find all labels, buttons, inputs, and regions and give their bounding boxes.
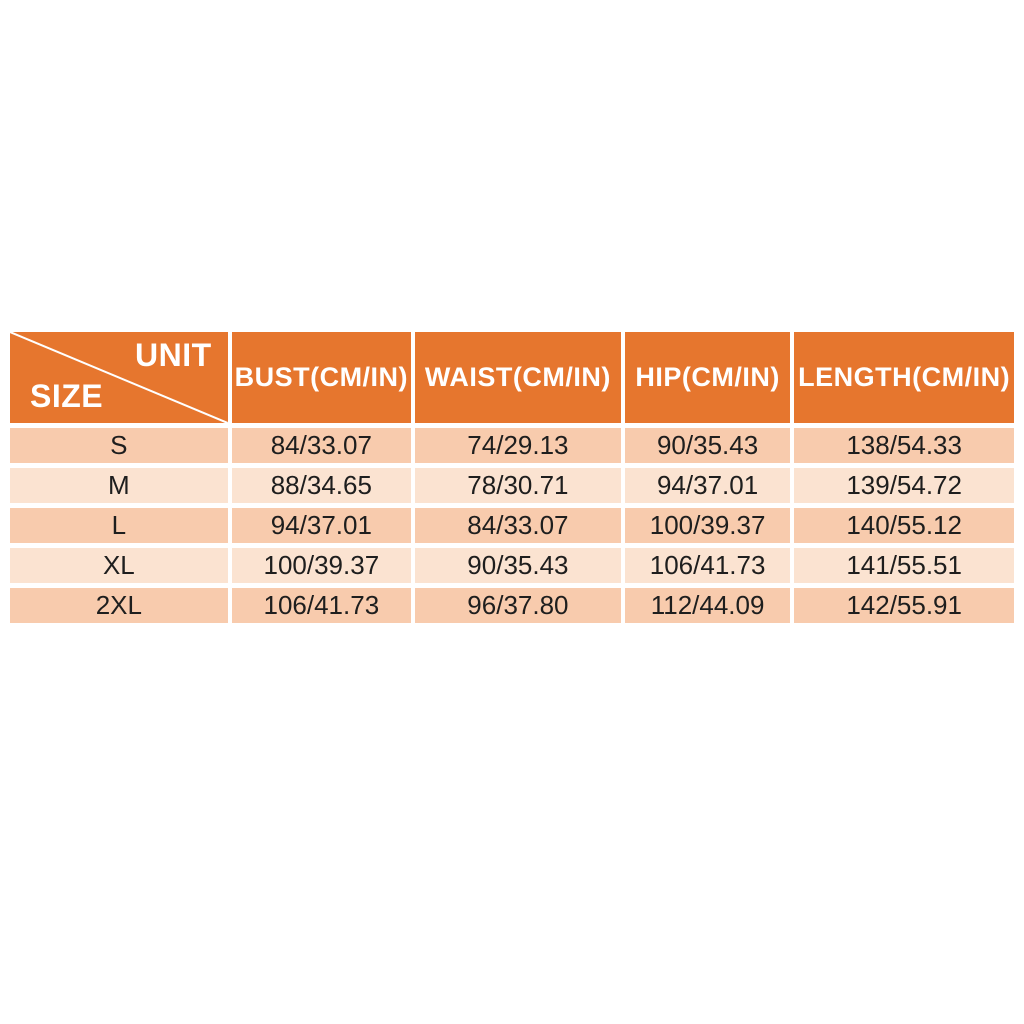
length-value-cell: 142/55.91: [794, 588, 1014, 623]
length-value-cell: 140/55.12: [794, 508, 1014, 543]
size-label-cell: M: [10, 468, 228, 503]
corner-size-label: SIZE: [30, 378, 104, 414]
size-label-cell: 2XL: [10, 588, 228, 623]
corner-unit-label: UNIT: [135, 337, 212, 373]
hip-value-cell: 112/44.09: [625, 588, 790, 623]
column-header-waist: WAIST(CM/IN): [415, 332, 621, 423]
hip-value-cell: 106/41.73: [625, 548, 790, 583]
hip-value-cell: 94/37.01: [625, 468, 790, 503]
waist-value-cell: 78/30.71: [415, 468, 621, 503]
waist-value-cell: 74/29.13: [415, 428, 621, 463]
waist-value-cell: 96/37.80: [415, 588, 621, 623]
column-header-hip: HIP(CM/IN): [625, 332, 790, 423]
hip-value-cell: 100/39.37: [625, 508, 790, 543]
column-header-length: LENGTH(CM/IN): [794, 332, 1014, 423]
hip-value-cell: 90/35.43: [625, 428, 790, 463]
corner-header-cell: [10, 332, 228, 423]
size-label-cell: XL: [10, 548, 228, 583]
bust-value-cell: 100/39.37: [232, 548, 411, 583]
bust-value-cell: 88/34.65: [232, 468, 411, 503]
size-label-cell: S: [10, 428, 228, 463]
waist-value-cell: 90/35.43: [415, 548, 621, 583]
waist-value-cell: 84/33.07: [415, 508, 621, 543]
length-value-cell: 139/54.72: [794, 468, 1014, 503]
bust-value-cell: 84/33.07: [232, 428, 411, 463]
length-value-cell: 141/55.51: [794, 548, 1014, 583]
bust-value-cell: 94/37.01: [232, 508, 411, 543]
length-value-cell: 138/54.33: [794, 428, 1014, 463]
bust-value-cell: 106/41.73: [232, 588, 411, 623]
column-header-bust: BUST(CM/IN): [232, 332, 411, 423]
size-label-cell: L: [10, 508, 228, 543]
size-chart-table: [10, 332, 1014, 623]
